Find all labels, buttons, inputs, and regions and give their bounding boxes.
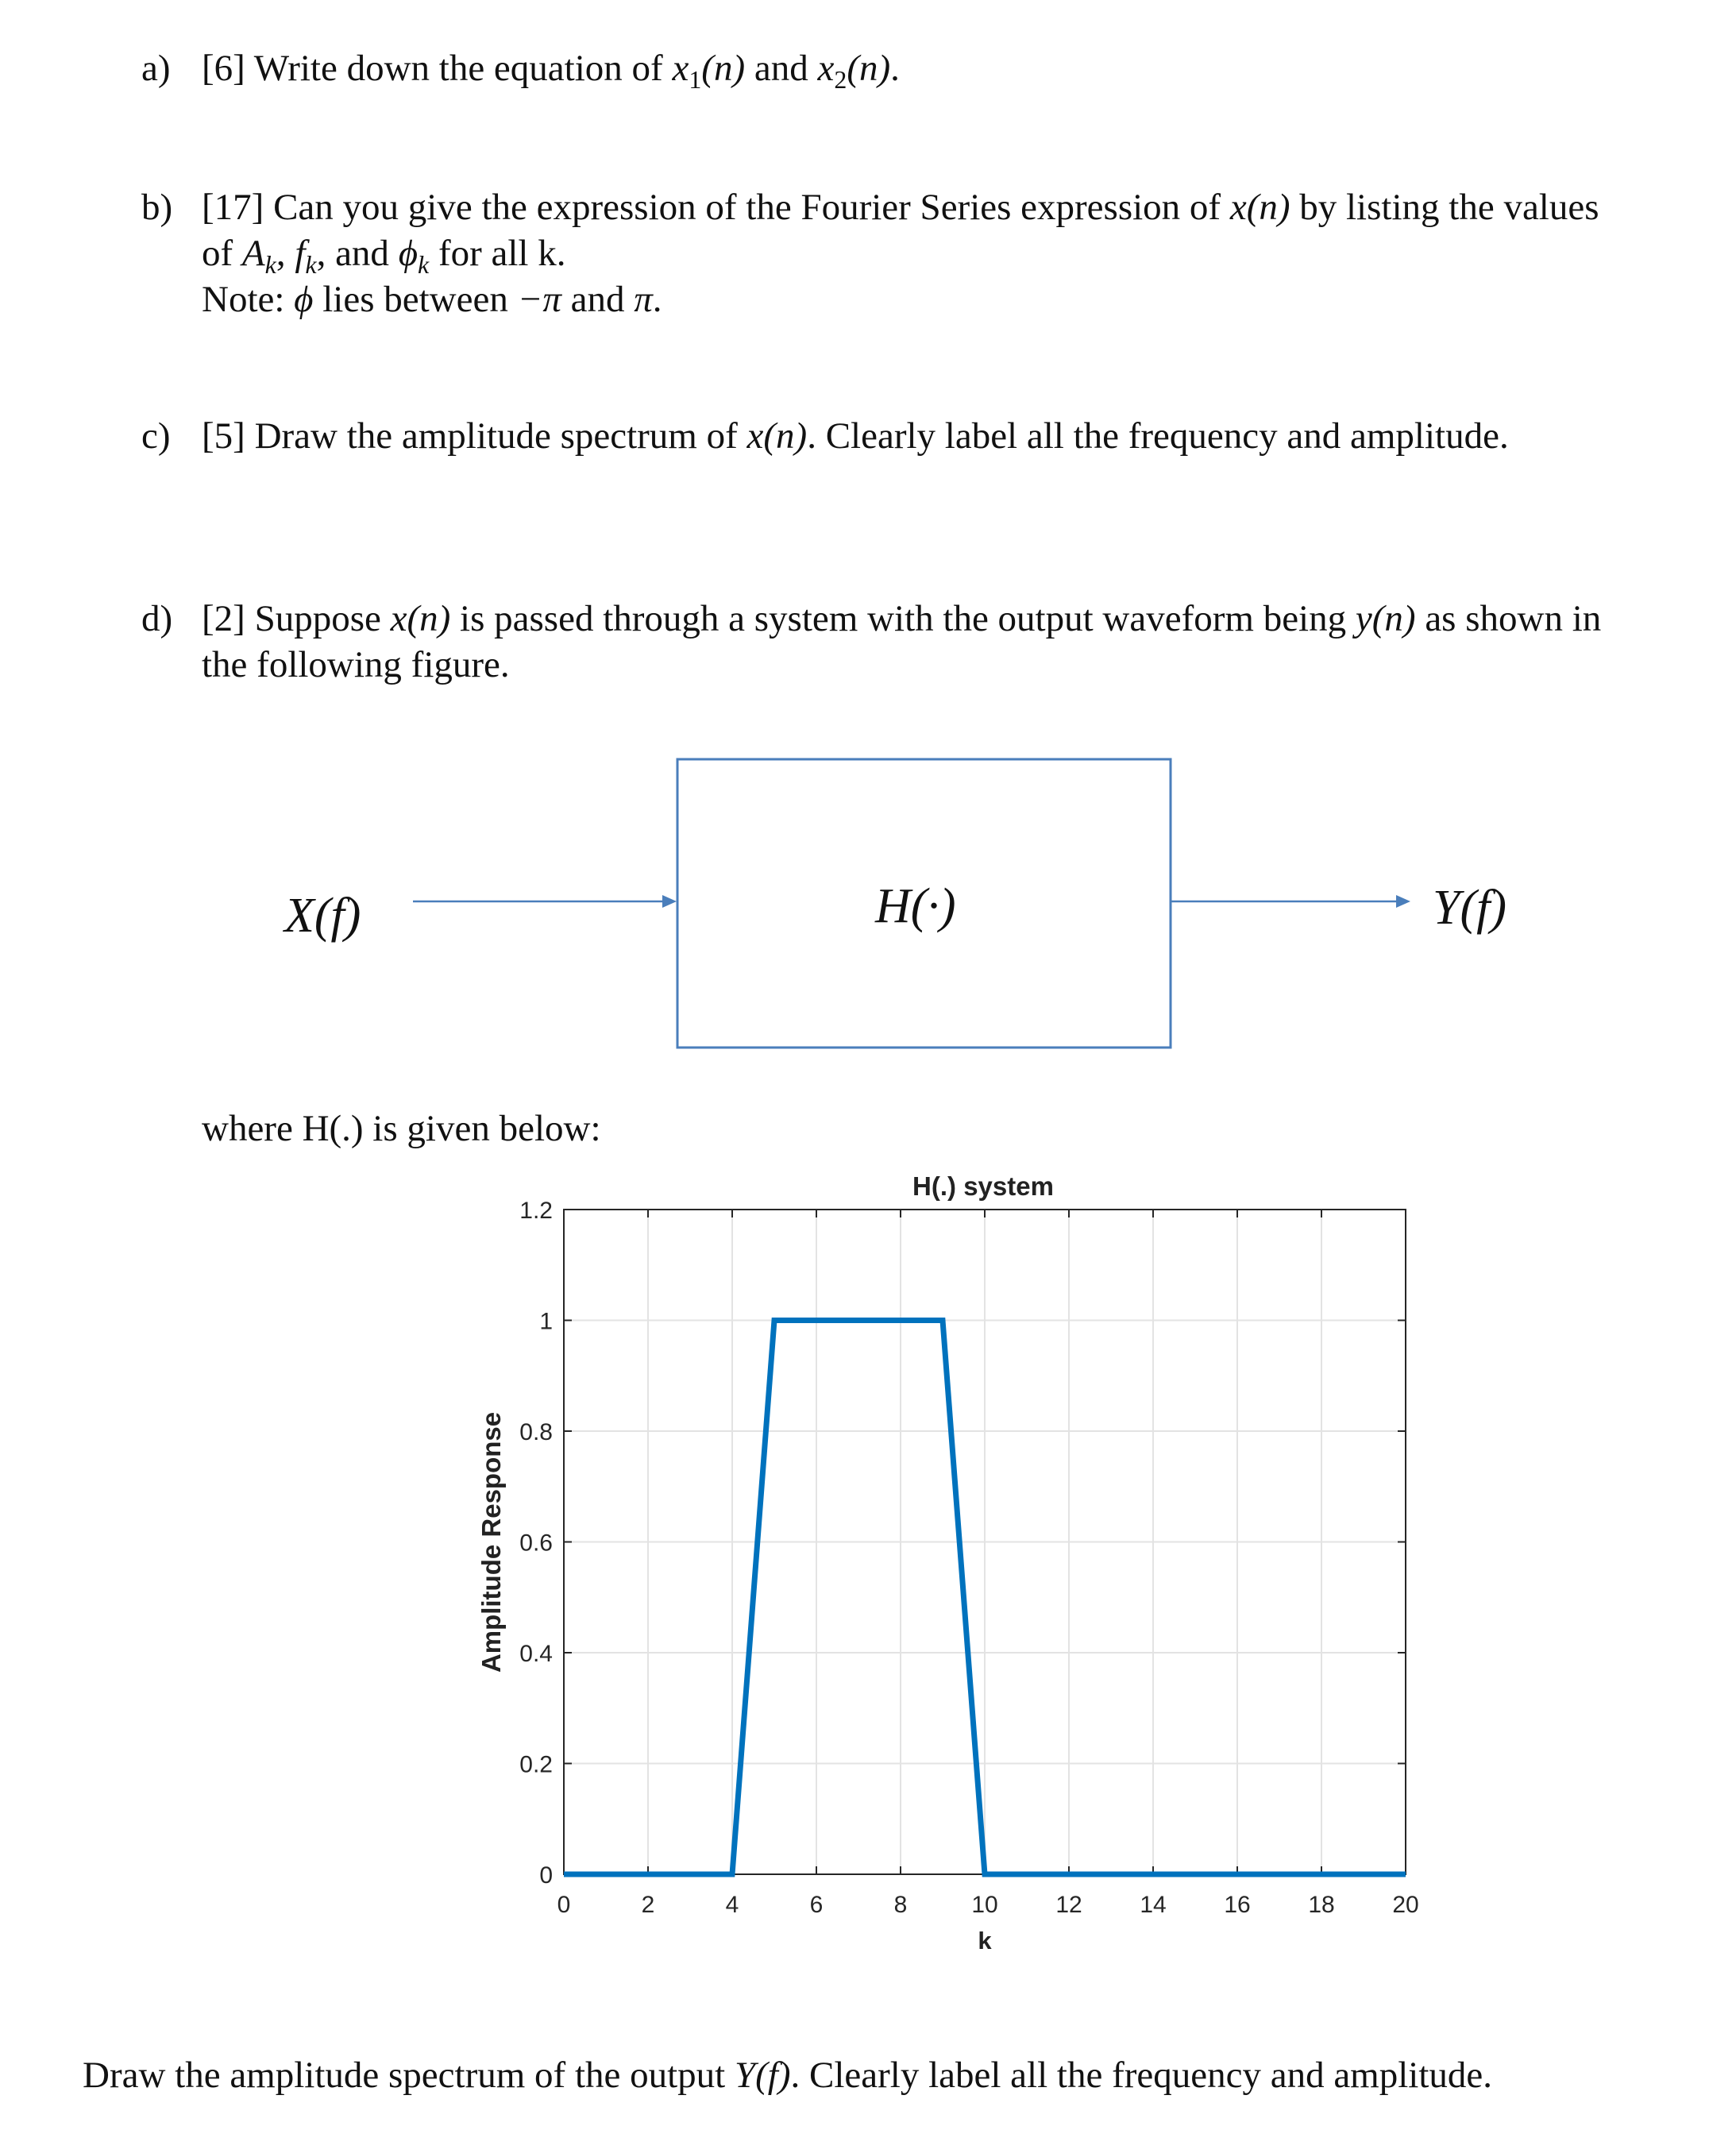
chart-title: H(.) system <box>912 1171 1054 1201</box>
question-c-label: c) <box>141 415 171 457</box>
question-b-marks: [17] <box>202 187 264 228</box>
y-axis-label: Amplitude Response <box>476 1411 506 1673</box>
x-tick-label: 18 <box>1308 1892 1335 1918</box>
question-b-comma-1: , <box>276 233 286 274</box>
question-b-f: f <box>295 233 306 274</box>
final-question-var: Y(f) <box>735 2055 791 2096</box>
output-label: Y(f) <box>1433 881 1506 935</box>
y-tick-label: 0 <box>539 1862 553 1889</box>
x-tick-label: 20 <box>1392 1892 1419 1918</box>
question-d-line1-pre: Suppose <box>254 598 381 639</box>
question-b-line2-end: for all k. <box>438 233 566 274</box>
question-b-pi: π <box>634 279 653 320</box>
question-b-neg-pi: −π <box>517 279 561 320</box>
question-a-arg-1: (n) <box>701 48 746 89</box>
question-a-arg-2: (n) <box>847 48 891 89</box>
question-d-label: d) <box>141 598 173 639</box>
final-question <box>83 2052 1492 2098</box>
y-tick-labels <box>519 1198 553 1889</box>
system-label: H(·) <box>875 879 956 933</box>
y-tick-label: 0.8 <box>519 1419 553 1445</box>
question-b-A-sub: k <box>264 251 276 280</box>
x-axis-label: k <box>978 1927 992 1954</box>
question-b-note-phi: ϕ <box>294 279 314 320</box>
question-b-of: of <box>202 233 233 274</box>
question-b-and: and <box>335 233 389 274</box>
x-tick-label: 4 <box>725 1892 739 1918</box>
question-b-line1-var: x(n) <box>1229 187 1290 228</box>
question-d-line-2: the following figure. <box>202 644 510 685</box>
final-question-pre: Draw the amplitude spectrum of the output <box>83 2055 726 2096</box>
question-a-text-1: Write down the equation of <box>253 48 663 89</box>
question-a-sub-1: 1 <box>689 66 702 95</box>
question-c-text-pre: Draw the amplitude spectrum of <box>254 415 738 457</box>
question-d-x-arg: (n) <box>407 598 451 639</box>
question-a-var-x2: x <box>817 48 835 89</box>
question-d-line1-mid: is passed through a system with the output waveform being <box>460 598 1347 639</box>
question-d-y: y <box>1355 598 1372 639</box>
question-c-text-post: . Clearly label all the frequency and amplitude. <box>807 415 1509 457</box>
x-tick-label: 10 <box>971 1892 998 1918</box>
x-tick-label: 6 <box>809 1892 824 1918</box>
input-label: X(f) <box>284 889 361 943</box>
final-question-post: . Clearly label all the frequency and amplitude. <box>790 2055 1493 2096</box>
question-d-line1-post: as shown in <box>1425 598 1602 639</box>
question-b-f-sub: k <box>305 251 317 280</box>
question-b-phi-sub: k <box>418 251 430 280</box>
question-b-note-end: . <box>652 279 662 320</box>
question-c-marks: [5] <box>202 415 245 457</box>
question-d-x: x <box>390 598 407 639</box>
x-tick-labels <box>557 1892 1419 1918</box>
question-d-marks: [2] <box>202 598 245 639</box>
y-tick-label: 0.2 <box>519 1751 553 1778</box>
question-a-sub-2: 2 <box>834 66 847 95</box>
y-tick-label: 1 <box>539 1308 553 1335</box>
chart-grid <box>564 1210 1406 1874</box>
question-a-marks: [6] <box>202 48 245 89</box>
question-b-phi: ϕ <box>398 233 419 274</box>
x-tick-label: 8 <box>893 1892 908 1918</box>
y-tick-label: 1.2 <box>519 1198 553 1224</box>
question-b-line1-post: by listing the values <box>1299 187 1599 228</box>
x-tick-label: 12 <box>1055 1892 1082 1918</box>
y-tick-label: 0.6 <box>519 1530 553 1557</box>
question-b-line1-pre: Can you give the expression of the Fourier Series expression of <box>273 187 1221 228</box>
x-tick-label: 0 <box>557 1892 571 1918</box>
question-a-and: and <box>754 48 808 89</box>
question-c-var: x(n) <box>746 415 808 457</box>
question-b-A: A <box>241 233 265 274</box>
x-tick-label: 2 <box>641 1892 655 1918</box>
x-tick-label: 16 <box>1224 1892 1251 1918</box>
question-a-var-x1: x <box>672 48 689 89</box>
question-d-y-arg: (n) <box>1371 598 1416 639</box>
question-a-label: a) <box>141 48 171 89</box>
question-b-note-label: Note: <box>202 279 285 320</box>
x-tick-label: 14 <box>1140 1892 1167 1918</box>
where-text: where H(.) is given below: <box>202 1108 601 1149</box>
y-tick-label: 0.4 <box>519 1641 553 1667</box>
question-b-note-text: lies between <box>322 279 508 320</box>
question-b-comma-2: , <box>316 233 326 274</box>
question-b-note-and: and <box>570 279 625 320</box>
question-b-label: b) <box>141 187 173 228</box>
question-a-end: . <box>890 48 900 89</box>
